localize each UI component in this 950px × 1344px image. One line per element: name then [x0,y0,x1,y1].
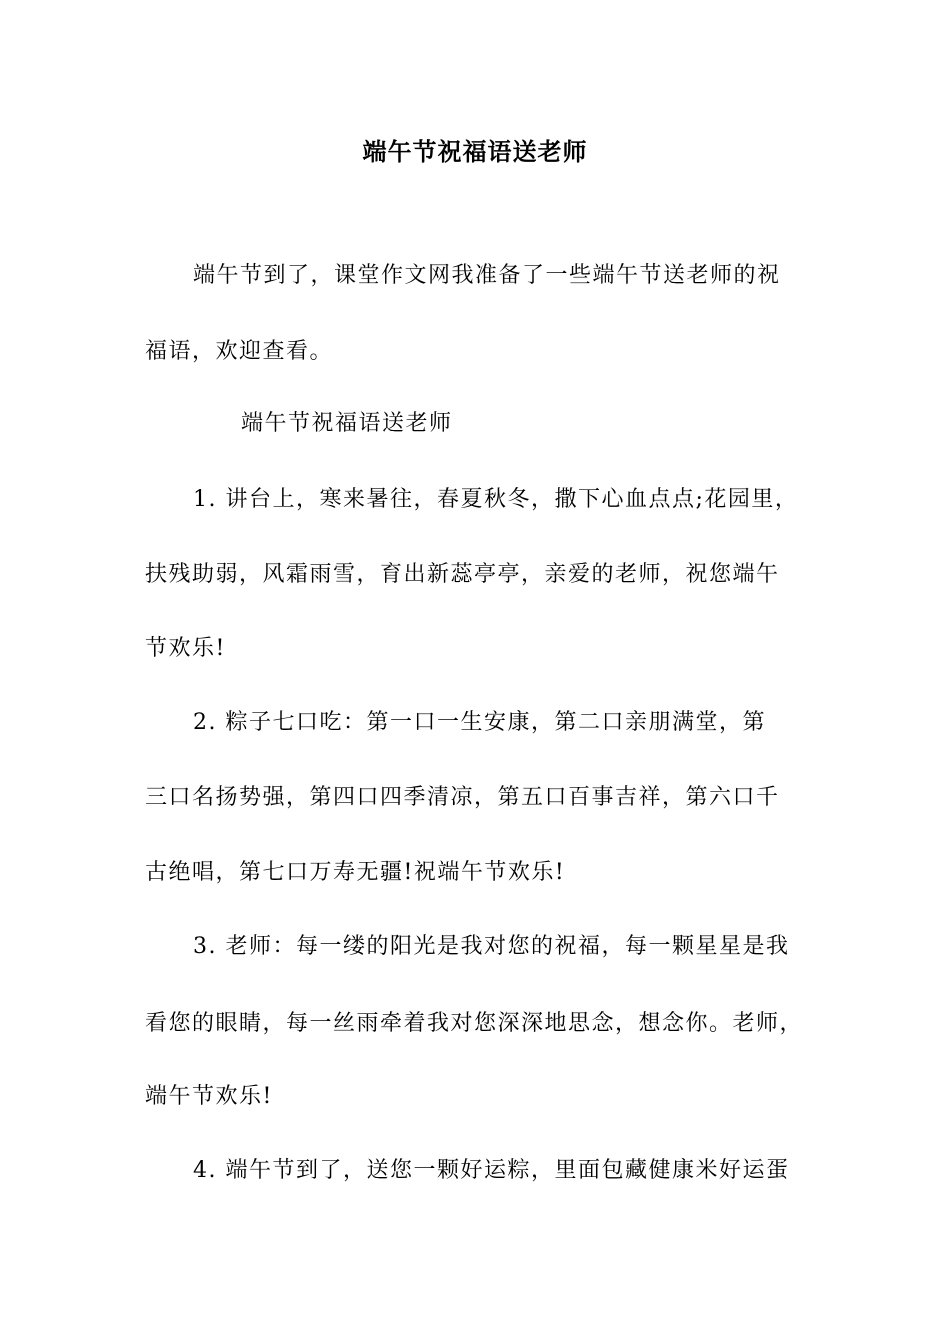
item-1-line-1: 1. 讲台上，寒来暑往，春夏秋冬，撒下心血点点;花园里， [193,487,799,512]
item-2-line-1: 2. 粽子七口吃：第一口一生安康，第二口亲朋满堂，第 [193,710,766,735]
document-title: 端午节祝福语送老师 [362,137,588,166]
item-2-line-2: 三口名扬势强，第四口四季清凉，第五口百事吉祥，第六口千 [145,785,780,810]
item-4-line-1: 4. 端午节到了，送您一颗好运粽，里面包藏健康米好运蛋 [193,1158,790,1183]
item-2-line-3: 古绝唱，第七口万寿无疆!祝端午节欢乐! [145,860,566,885]
item-3-line-3: 端午节欢乐! [145,1084,273,1109]
intro-line-2: 福语，欢迎查看。 [145,339,334,364]
item-3-line-2: 看您的眼睛，每一丝雨牵着我对您深深地思念，想念你。老师， [145,1011,804,1036]
intro-line-1: 端午节到了，课堂作文网我准备了一些端午节送老师的祝 [193,263,781,288]
item-3-line-1: 3. 老师：每一缕的阳光是我对您的祝福，每一颗星星是我 [193,934,790,959]
item-1-line-2: 扶残助弱，风霜雨雪，育出新蕊亭亭，亲爱的老师，祝您端午 [145,562,780,587]
item-1-line-3: 节欢乐! [145,636,226,661]
section-heading: 端午节祝福语送老师 [241,411,453,436]
